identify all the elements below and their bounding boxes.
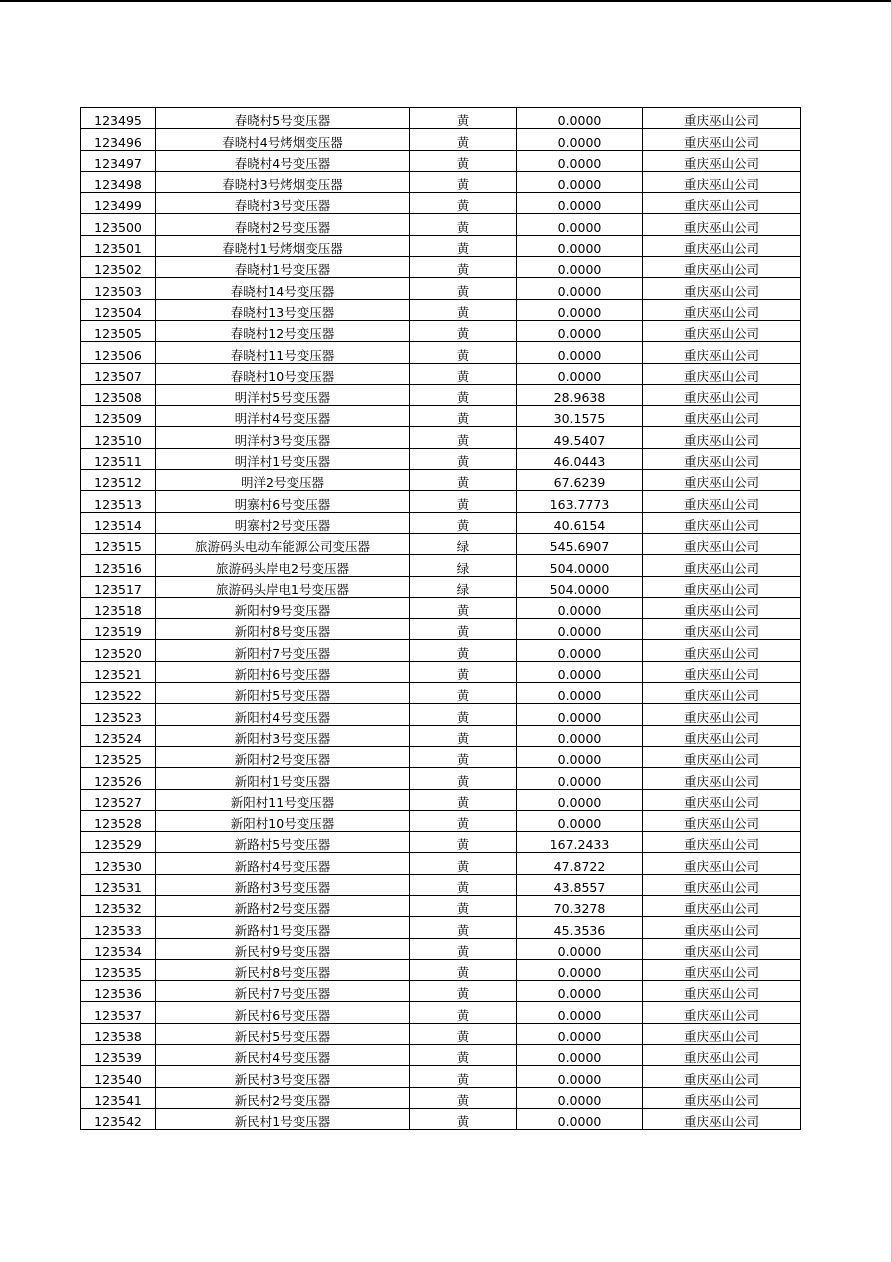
table-row — [81, 746, 801, 767]
company-cell: 重庆巫山公司 — [643, 108, 801, 129]
status-level-cell: 黄 — [410, 981, 517, 1002]
table-row — [81, 683, 801, 704]
row-id-cell: 123496 — [81, 129, 156, 150]
company-cell: 重庆巫山公司 — [643, 1108, 801, 1129]
transformer-name-cell: 春晓村11号变压器 — [156, 342, 410, 363]
table-row — [81, 555, 801, 576]
transformer-name-cell: 明洋村3号变压器 — [156, 427, 410, 448]
load-value-cell: 43.8557 — [517, 874, 643, 895]
status-level-cell: 黄 — [410, 1002, 517, 1023]
row-id-cell: 123500 — [81, 214, 156, 235]
row-id-cell: 123520 — [81, 640, 156, 661]
table-row — [81, 768, 801, 789]
company-cell: 重庆巫山公司 — [643, 299, 801, 320]
table-row — [81, 470, 801, 491]
table-row — [81, 704, 801, 725]
status-level-cell: 黄 — [410, 768, 517, 789]
transformer-name-cell: 新阳村9号变压器 — [156, 597, 410, 618]
transformer-name-cell: 春晓村4号变压器 — [156, 150, 410, 171]
load-value-cell: 0.0000 — [517, 1045, 643, 1066]
status-level-cell: 黄 — [410, 193, 517, 214]
row-id-cell: 123514 — [81, 512, 156, 533]
transformer-name-cell: 新阳村8号变压器 — [156, 619, 410, 640]
table-row — [81, 108, 801, 129]
table-row — [81, 257, 801, 278]
company-cell: 重庆巫山公司 — [643, 214, 801, 235]
status-level-cell: 黄 — [410, 1087, 517, 1108]
company-cell: 重庆巫山公司 — [643, 874, 801, 895]
company-cell: 重庆巫山公司 — [643, 257, 801, 278]
table-row — [81, 384, 801, 405]
row-id-cell: 123517 — [81, 576, 156, 597]
row-id-cell: 123541 — [81, 1087, 156, 1108]
status-level-cell: 黄 — [410, 874, 517, 895]
row-id-cell: 123531 — [81, 874, 156, 895]
status-level-cell: 黄 — [410, 278, 517, 299]
status-level-cell: 黄 — [410, 150, 517, 171]
company-cell: 重庆巫山公司 — [643, 640, 801, 661]
company-cell: 重庆巫山公司 — [643, 789, 801, 810]
table-row — [81, 789, 801, 810]
transformer-table-body — [81, 108, 801, 1130]
transformer-name-cell: 新民村1号变压器 — [156, 1108, 410, 1129]
status-level-cell: 黄 — [410, 108, 517, 129]
load-value-cell: 0.0000 — [517, 938, 643, 959]
company-cell: 重庆巫山公司 — [643, 683, 801, 704]
table-row — [81, 491, 801, 512]
transformer-name-cell: 新民村7号变压器 — [156, 981, 410, 1002]
status-level-cell: 黄 — [410, 214, 517, 235]
status-level-cell: 黄 — [410, 171, 517, 192]
company-cell: 重庆巫山公司 — [643, 981, 801, 1002]
row-id-cell: 123524 — [81, 725, 156, 746]
table-row — [81, 512, 801, 533]
company-cell: 重庆巫山公司 — [643, 512, 801, 533]
table-row — [81, 363, 801, 384]
transformer-name-cell: 春晓村1号变压器 — [156, 257, 410, 278]
transformer-name-cell: 新阳村4号变压器 — [156, 704, 410, 725]
load-value-cell: 0.0000 — [517, 1087, 643, 1108]
company-cell: 重庆巫山公司 — [643, 342, 801, 363]
table-row — [81, 959, 801, 980]
table-row — [81, 576, 801, 597]
load-value-cell: 49.5407 — [517, 427, 643, 448]
row-id-cell: 123507 — [81, 363, 156, 384]
transformer-name-cell: 新阳村2号变压器 — [156, 746, 410, 767]
status-level-cell: 绿 — [410, 533, 517, 554]
row-id-cell: 123502 — [81, 257, 156, 278]
status-level-cell: 黄 — [410, 704, 517, 725]
transformer-name-cell: 新民村9号变压器 — [156, 938, 410, 959]
table-row — [81, 533, 801, 554]
company-cell: 重庆巫山公司 — [643, 363, 801, 384]
status-level-cell: 黄 — [410, 746, 517, 767]
table-row — [81, 661, 801, 682]
table-row — [81, 1108, 801, 1129]
table-row — [81, 1066, 801, 1087]
load-value-cell: 0.0000 — [517, 257, 643, 278]
company-cell: 重庆巫山公司 — [643, 597, 801, 618]
load-value-cell: 0.0000 — [517, 214, 643, 235]
status-level-cell: 黄 — [410, 363, 517, 384]
company-cell: 重庆巫山公司 — [643, 427, 801, 448]
status-level-cell: 黄 — [410, 959, 517, 980]
transformer-name-cell: 旅游码头岸电2号变压器 — [156, 555, 410, 576]
status-level-cell: 黄 — [410, 320, 517, 341]
transformer-name-cell: 新民村8号变压器 — [156, 959, 410, 980]
load-value-cell: 0.0000 — [517, 789, 643, 810]
transformer-name-cell: 新阳村3号变压器 — [156, 725, 410, 746]
transformer-name-cell: 旅游码头岸电1号变压器 — [156, 576, 410, 597]
load-value-cell: 40.6154 — [517, 512, 643, 533]
transformer-name-cell: 新阳村7号变压器 — [156, 640, 410, 661]
table-row — [81, 427, 801, 448]
company-cell: 重庆巫山公司 — [643, 533, 801, 554]
row-id-cell: 123533 — [81, 917, 156, 938]
status-level-cell: 黄 — [410, 129, 517, 150]
company-cell: 重庆巫山公司 — [643, 959, 801, 980]
table-row — [81, 1087, 801, 1108]
transformer-name-cell: 新阳村5号变压器 — [156, 683, 410, 704]
company-cell: 重庆巫山公司 — [643, 853, 801, 874]
transformer-name-cell: 新民村2号变压器 — [156, 1087, 410, 1108]
company-cell: 重庆巫山公司 — [643, 1087, 801, 1108]
load-value-cell: 0.0000 — [517, 810, 643, 831]
status-level-cell: 黄 — [410, 1108, 517, 1129]
load-value-cell: 0.0000 — [517, 746, 643, 767]
row-id-cell: 123527 — [81, 789, 156, 810]
load-value-cell: 30.1575 — [517, 406, 643, 427]
row-id-cell: 123523 — [81, 704, 156, 725]
load-value-cell: 0.0000 — [517, 959, 643, 980]
load-value-cell: 0.0000 — [517, 619, 643, 640]
load-value-cell: 504.0000 — [517, 576, 643, 597]
table-row — [81, 320, 801, 341]
load-value-cell: 0.0000 — [517, 108, 643, 129]
table-row — [81, 874, 801, 895]
load-value-cell: 28.9638 — [517, 384, 643, 405]
status-level-cell: 黄 — [410, 619, 517, 640]
transformer-name-cell: 旅游码头电动车能源公司变压器 — [156, 533, 410, 554]
table-row — [81, 278, 801, 299]
company-cell: 重庆巫山公司 — [643, 661, 801, 682]
transformer-name-cell: 新路村5号变压器 — [156, 832, 410, 853]
load-value-cell: 0.0000 — [517, 235, 643, 256]
transformer-name-cell: 明洋村4号变压器 — [156, 406, 410, 427]
row-id-cell: 123532 — [81, 895, 156, 916]
table-row — [81, 938, 801, 959]
row-id-cell: 123509 — [81, 406, 156, 427]
load-value-cell: 0.0000 — [517, 150, 643, 171]
company-cell: 重庆巫山公司 — [643, 150, 801, 171]
load-value-cell: 0.0000 — [517, 683, 643, 704]
table-row — [81, 1045, 801, 1066]
table-row — [81, 406, 801, 427]
company-cell: 重庆巫山公司 — [643, 470, 801, 491]
status-level-cell: 黄 — [410, 810, 517, 831]
table-row — [81, 853, 801, 874]
table-row — [81, 917, 801, 938]
transformer-name-cell: 春晓村3号烤烟变压器 — [156, 171, 410, 192]
status-level-cell: 黄 — [410, 725, 517, 746]
load-value-cell: 0.0000 — [517, 1023, 643, 1044]
row-id-cell: 123519 — [81, 619, 156, 640]
status-level-cell: 黄 — [410, 917, 517, 938]
load-value-cell: 0.0000 — [517, 704, 643, 725]
status-level-cell: 黄 — [410, 448, 517, 469]
company-cell: 重庆巫山公司 — [643, 320, 801, 341]
transformer-name-cell: 新路村3号变压器 — [156, 874, 410, 895]
table-row — [81, 597, 801, 618]
load-value-cell: 0.0000 — [517, 640, 643, 661]
company-cell: 重庆巫山公司 — [643, 1002, 801, 1023]
table-row — [81, 235, 801, 256]
status-level-cell: 黄 — [410, 299, 517, 320]
transformer-name-cell: 春晓村4号烤烟变压器 — [156, 129, 410, 150]
company-cell: 重庆巫山公司 — [643, 171, 801, 192]
row-id-cell: 123530 — [81, 853, 156, 874]
row-id-cell: 123508 — [81, 384, 156, 405]
transformer-name-cell: 明洋村1号变压器 — [156, 448, 410, 469]
load-value-cell: 167.2433 — [517, 832, 643, 853]
table-row — [81, 448, 801, 469]
transformer-name-cell: 新阳村6号变压器 — [156, 661, 410, 682]
company-cell: 重庆巫山公司 — [643, 406, 801, 427]
status-level-cell: 黄 — [410, 853, 517, 874]
transformer-name-cell: 新民村4号变压器 — [156, 1045, 410, 1066]
table-row — [81, 640, 801, 661]
load-value-cell: 0.0000 — [517, 363, 643, 384]
row-id-cell: 123522 — [81, 683, 156, 704]
row-id-cell: 123498 — [81, 171, 156, 192]
table-row — [81, 895, 801, 916]
page-top-border — [0, 0, 892, 2]
load-value-cell: 0.0000 — [517, 725, 643, 746]
load-value-cell: 0.0000 — [517, 320, 643, 341]
status-level-cell: 黄 — [410, 597, 517, 618]
transformer-name-cell: 新阳村10号变压器 — [156, 810, 410, 831]
company-cell: 重庆巫山公司 — [643, 1045, 801, 1066]
table-row — [81, 1002, 801, 1023]
status-level-cell: 黄 — [410, 406, 517, 427]
row-id-cell: 123528 — [81, 810, 156, 831]
table-row — [81, 1023, 801, 1044]
transformer-name-cell: 春晓村14号变压器 — [156, 278, 410, 299]
row-id-cell: 123505 — [81, 320, 156, 341]
row-id-cell: 123525 — [81, 746, 156, 767]
row-id-cell: 123526 — [81, 768, 156, 789]
load-value-cell: 0.0000 — [517, 278, 643, 299]
row-id-cell: 123534 — [81, 938, 156, 959]
company-cell: 重庆巫山公司 — [643, 576, 801, 597]
load-value-cell: 0.0000 — [517, 597, 643, 618]
load-value-cell: 0.0000 — [517, 661, 643, 682]
table-row — [81, 193, 801, 214]
load-value-cell: 0.0000 — [517, 299, 643, 320]
status-level-cell: 黄 — [410, 1023, 517, 1044]
load-value-cell: 504.0000 — [517, 555, 643, 576]
transformer-name-cell: 春晓村2号变压器 — [156, 214, 410, 235]
row-id-cell: 123497 — [81, 150, 156, 171]
transformer-name-cell: 春晓村5号变压器 — [156, 108, 410, 129]
status-level-cell: 黄 — [410, 257, 517, 278]
row-id-cell: 123518 — [81, 597, 156, 618]
transformer-name-cell: 明寨村2号变压器 — [156, 512, 410, 533]
status-level-cell: 黄 — [410, 491, 517, 512]
company-cell: 重庆巫山公司 — [643, 619, 801, 640]
table-row — [81, 214, 801, 235]
transformer-name-cell: 明寨村6号变压器 — [156, 491, 410, 512]
transformer-name-cell: 新路村2号变压器 — [156, 895, 410, 916]
load-value-cell: 545.6907 — [517, 533, 643, 554]
company-cell: 重庆巫山公司 — [643, 278, 801, 299]
company-cell: 重庆巫山公司 — [643, 832, 801, 853]
status-level-cell: 黄 — [410, 661, 517, 682]
row-id-cell: 123512 — [81, 470, 156, 491]
status-level-cell: 黄 — [410, 1045, 517, 1066]
status-level-cell: 黄 — [410, 832, 517, 853]
transformer-name-cell: 新路村1号变压器 — [156, 917, 410, 938]
table-row — [81, 981, 801, 1002]
transformer-name-cell: 新民村3号变压器 — [156, 1066, 410, 1087]
row-id-cell: 123542 — [81, 1108, 156, 1129]
table-row — [81, 619, 801, 640]
transformer-name-cell: 新民村6号变压器 — [156, 1002, 410, 1023]
row-id-cell: 123535 — [81, 959, 156, 980]
company-cell: 重庆巫山公司 — [643, 725, 801, 746]
company-cell: 重庆巫山公司 — [643, 129, 801, 150]
transformer-name-cell: 春晓村1号烤烟变压器 — [156, 235, 410, 256]
row-id-cell: 123504 — [81, 299, 156, 320]
table-row — [81, 129, 801, 150]
row-id-cell: 123538 — [81, 1023, 156, 1044]
load-value-cell: 0.0000 — [517, 1066, 643, 1087]
company-cell: 重庆巫山公司 — [643, 704, 801, 725]
row-id-cell: 123537 — [81, 1002, 156, 1023]
load-value-cell: 45.3536 — [517, 917, 643, 938]
company-cell: 重庆巫山公司 — [643, 810, 801, 831]
row-id-cell: 123539 — [81, 1045, 156, 1066]
row-id-cell: 123536 — [81, 981, 156, 1002]
row-id-cell: 123529 — [81, 832, 156, 853]
status-level-cell: 黄 — [410, 895, 517, 916]
transformer-name-cell: 新阳村1号变压器 — [156, 768, 410, 789]
status-level-cell: 黄 — [410, 640, 517, 661]
load-value-cell: 0.0000 — [517, 193, 643, 214]
company-cell: 重庆巫山公司 — [643, 917, 801, 938]
row-id-cell: 123513 — [81, 491, 156, 512]
status-level-cell: 黄 — [410, 235, 517, 256]
company-cell: 重庆巫山公司 — [643, 895, 801, 916]
status-level-cell: 黄 — [410, 938, 517, 959]
status-level-cell: 绿 — [410, 555, 517, 576]
transformer-name-cell: 新路村4号变压器 — [156, 853, 410, 874]
transformer-name-cell: 新民村5号变压器 — [156, 1023, 410, 1044]
load-value-cell: 70.3278 — [517, 895, 643, 916]
company-cell: 重庆巫山公司 — [643, 746, 801, 767]
transformer-name-cell: 明洋2号变压器 — [156, 470, 410, 491]
company-cell: 重庆巫山公司 — [643, 1066, 801, 1087]
load-value-cell: 0.0000 — [517, 171, 643, 192]
row-id-cell: 123515 — [81, 533, 156, 554]
transformer-name-cell: 春晓村10号变压器 — [156, 363, 410, 384]
table-row — [81, 725, 801, 746]
row-id-cell: 123540 — [81, 1066, 156, 1087]
row-id-cell: 123501 — [81, 235, 156, 256]
company-cell: 重庆巫山公司 — [643, 1023, 801, 1044]
transformer-table — [80, 107, 801, 1130]
row-id-cell: 123495 — [81, 108, 156, 129]
row-id-cell: 123521 — [81, 661, 156, 682]
load-value-cell: 0.0000 — [517, 1108, 643, 1129]
company-cell: 重庆巫山公司 — [643, 491, 801, 512]
transformer-name-cell: 明洋村5号变压器 — [156, 384, 410, 405]
table-row — [81, 171, 801, 192]
transformer-name-cell: 春晓村3号变压器 — [156, 193, 410, 214]
table-row — [81, 810, 801, 831]
row-id-cell: 123506 — [81, 342, 156, 363]
company-cell: 重庆巫山公司 — [643, 768, 801, 789]
table-row — [81, 342, 801, 363]
status-level-cell: 黄 — [410, 1066, 517, 1087]
load-value-cell: 163.7773 — [517, 491, 643, 512]
table-row — [81, 832, 801, 853]
load-value-cell: 0.0000 — [517, 1002, 643, 1023]
company-cell: 重庆巫山公司 — [643, 193, 801, 214]
load-value-cell: 0.0000 — [517, 342, 643, 363]
company-cell: 重庆巫山公司 — [643, 384, 801, 405]
status-level-cell: 黄 — [410, 427, 517, 448]
company-cell: 重庆巫山公司 — [643, 448, 801, 469]
row-id-cell: 123511 — [81, 448, 156, 469]
company-cell: 重庆巫山公司 — [643, 555, 801, 576]
load-value-cell: 0.0000 — [517, 768, 643, 789]
row-id-cell: 123499 — [81, 193, 156, 214]
status-level-cell: 黄 — [410, 789, 517, 810]
status-level-cell: 绿 — [410, 576, 517, 597]
load-value-cell: 0.0000 — [517, 981, 643, 1002]
load-value-cell: 46.0443 — [517, 448, 643, 469]
status-level-cell: 黄 — [410, 683, 517, 704]
load-value-cell: 47.8722 — [517, 853, 643, 874]
transformer-name-cell: 春晓村12号变压器 — [156, 320, 410, 341]
table-row — [81, 150, 801, 171]
company-cell: 重庆巫山公司 — [643, 938, 801, 959]
transformer-name-cell: 春晓村13号变压器 — [156, 299, 410, 320]
load-value-cell: 0.0000 — [517, 129, 643, 150]
row-id-cell: 123510 — [81, 427, 156, 448]
status-level-cell: 黄 — [410, 470, 517, 491]
status-level-cell: 黄 — [410, 384, 517, 405]
row-id-cell: 123503 — [81, 278, 156, 299]
row-id-cell: 123516 — [81, 555, 156, 576]
status-level-cell: 黄 — [410, 342, 517, 363]
load-value-cell: 67.6239 — [517, 470, 643, 491]
transformer-name-cell: 新阳村11号变压器 — [156, 789, 410, 810]
table-row — [81, 299, 801, 320]
status-level-cell: 黄 — [410, 512, 517, 533]
company-cell: 重庆巫山公司 — [643, 235, 801, 256]
